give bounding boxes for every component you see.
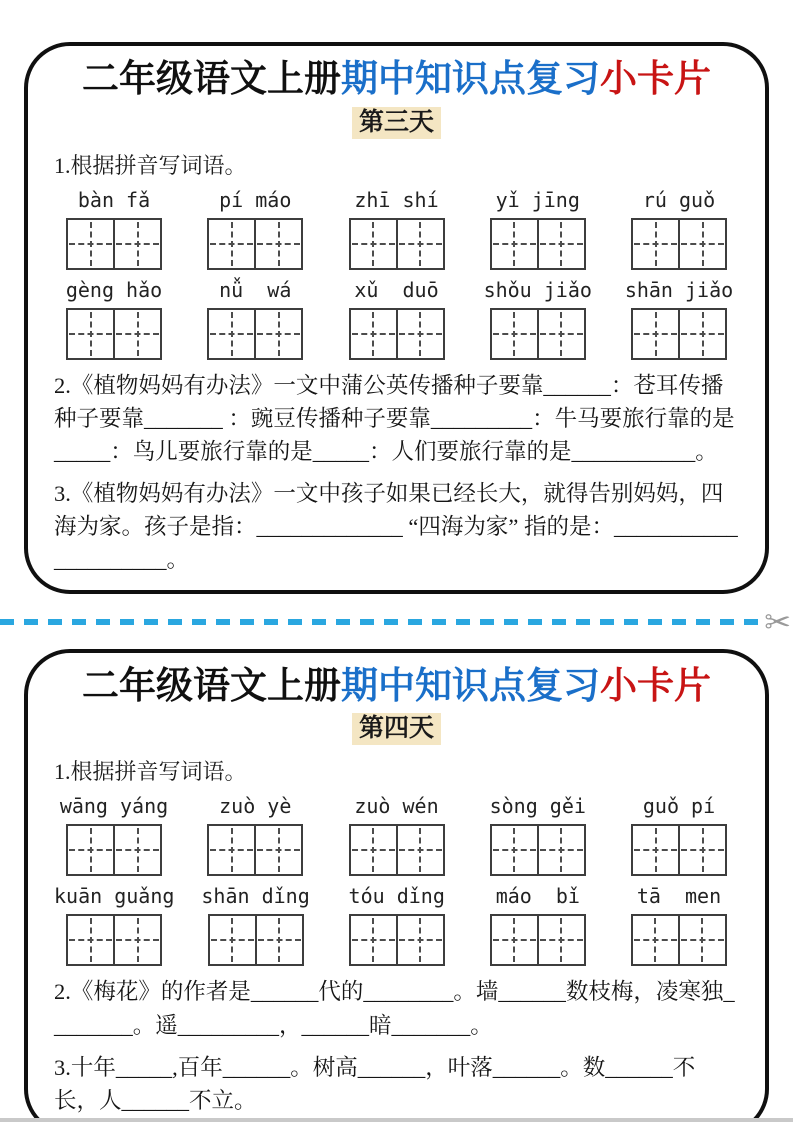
pinyin-word-block [619,278,739,360]
pinyin-label: wāng yáng [59,794,169,819]
pinyin-instruction: 1.根据拼音写词语。 [54,152,247,178]
grid-cell [633,220,678,268]
grid-cell [396,916,443,964]
writing-grid [631,824,727,876]
pinyin-word-block [478,884,598,966]
writing-grid [349,308,445,360]
question-text: 3.十年_____,百年______。树高______，叶落______。数______不长，人______不立。 [54,1054,696,1113]
grid-cell [113,916,160,964]
writing-grid [631,914,727,966]
writing-grid [349,824,445,876]
pinyin-word-block [619,188,739,270]
pinyin-label: kuān guǎng [54,884,175,909]
grid-cell [209,310,254,358]
grid-cell [678,916,725,964]
pinyin-label: yǐ jīng [495,187,580,212]
pinyin-label: shān dǐng [201,884,310,909]
grid-cell [396,310,443,358]
grid-cell [351,826,396,874]
question-text: 3.《植物妈妈有办法》一文中孩子如果已经长大，就得告别妈妈，四海为家。孩子是指：_____________ “四海为家” 指的是：_____________________。 [54,480,738,572]
grid-cell [492,220,537,268]
pinyin-instruction: 1.根据拼音写词语。 [54,759,247,785]
pinyin-label: zuò wén [354,794,439,819]
grid-cell [113,826,160,874]
pinyin-word-block [337,278,457,360]
pinyin-label: tā men [636,884,722,909]
pinyin-label: pí máo [219,187,292,212]
title-segment: 二年级语文上册 [82,58,341,99]
grid-cell [209,826,254,874]
question-text: 2.《植物妈妈有办法》一文中蒲公英传播种子要靠______：苍耳传播种子要靠_______ ：豌豆传播种子要靠_________：牛马要旅行靠的是_____：鸟儿要旅行靠的是_____：人们要旅行靠的是___________。 [54,372,735,464]
worksheet-title [54,58,739,101]
cut-dashed-line [0,619,760,625]
grid-cell [537,310,584,358]
grid-cell [209,220,254,268]
writing-grid [631,218,727,270]
grid-cell [254,310,301,358]
question-text: 2.《梅花》的作者是______代的________。墙______数枝梅，凌寒独________。遥_________，______暗_______。 [54,979,735,1038]
writing-grid [66,914,162,966]
grid-cell [633,826,678,874]
grid-cell [492,310,537,358]
pinyin-word-block [478,794,598,876]
grid-cell [351,310,396,358]
grid-cell [210,916,255,964]
day-badge: 第三天 [352,107,441,139]
pinyin-word-block [54,884,174,966]
grid-cell [396,826,443,874]
grid-cell [68,826,113,874]
pinyin-word-block [195,794,315,876]
writing-grid [66,824,162,876]
pinyin-row [54,278,739,360]
pinyin-label: shǒu jiǎo [483,277,592,302]
pinyin-word-block [478,278,598,360]
writing-grid [631,308,727,360]
writing-grid [208,914,304,966]
pinyin-word-block [619,884,739,966]
pinyin-label: máo bǐ [495,884,580,909]
pinyin-word-block [196,884,316,966]
grid-cell [68,220,113,268]
grid-cell [492,826,537,874]
writing-grid [490,218,586,270]
grid-cell [351,220,396,268]
review-card [24,42,769,594]
writing-grid [349,914,445,966]
writing-grid [207,218,303,270]
pinyin-label: zuò yè [219,794,292,819]
title-segment: 二年级语文上册 [82,664,341,706]
grid-cell [678,826,725,874]
pinyin-row [54,884,739,966]
title-segment: 小卡片 [600,58,711,99]
title-segment: 小卡片 [600,664,711,706]
day-badge: 第四天 [352,713,441,745]
pinyin-word-block [619,794,739,876]
title-segment: 期中知识点复习 [341,58,600,99]
grid-cell [351,916,396,964]
pinyin-word-block [478,188,598,270]
grid-cell [255,916,302,964]
pinyin-label: gèng hǎo [65,277,163,302]
writing-grid [490,914,586,966]
grid-cell [633,310,678,358]
grid-cell [633,916,678,964]
pinyin-label: bàn fǎ [77,187,151,212]
pinyin-label: zhī shí [354,187,439,212]
pinyin-label: rú guǒ [642,187,716,212]
pinyin-label: sòng gěi [489,794,586,819]
worksheet-title [54,665,739,708]
grid-cell [113,220,160,268]
grid-cell [254,826,301,874]
pinyin-word-block [337,884,457,966]
writing-grid [207,308,303,360]
pinyin-label: guǒ pí [642,794,716,819]
writing-grid [490,824,586,876]
review-card [24,649,769,1122]
pinyin-label: tóu dǐng [348,884,445,909]
pinyin-row [54,188,739,270]
cards-container [24,42,791,1122]
writing-grid [66,308,162,360]
pinyin-label: xǔ duō [354,277,439,302]
grid-cell [396,220,443,268]
pinyin-word-block [337,188,457,270]
cut-divider [0,605,793,639]
grid-cell [537,220,584,268]
scan-edge-artifact [0,1118,793,1122]
grid-cell [537,916,584,964]
grid-cell [678,220,725,268]
pinyin-label: nǚ wá [219,277,292,302]
title-segment: 期中知识点复习 [341,664,600,706]
pinyin-label: shān jiǎo [624,277,734,302]
writing-grid [207,824,303,876]
scissors-icon: ✂ [764,603,791,640]
day-badge-row [54,107,739,139]
pinyin-word-block [54,188,174,270]
day-badge-row [54,713,739,745]
writing-grid [66,218,162,270]
grid-cell [537,826,584,874]
grid-cell [254,220,301,268]
grid-cell [68,916,113,964]
pinyin-word-block [195,188,315,270]
pinyin-row [54,794,739,876]
pinyin-word-block [54,794,174,876]
grid-cell [678,310,725,358]
grid-cell [492,916,537,964]
grid-cell [113,310,160,358]
writing-grid [349,218,445,270]
writing-grid [490,308,586,360]
pinyin-word-block [337,794,457,876]
pinyin-word-block [54,278,174,360]
pinyin-word-block [195,278,315,360]
grid-cell [68,310,113,358]
